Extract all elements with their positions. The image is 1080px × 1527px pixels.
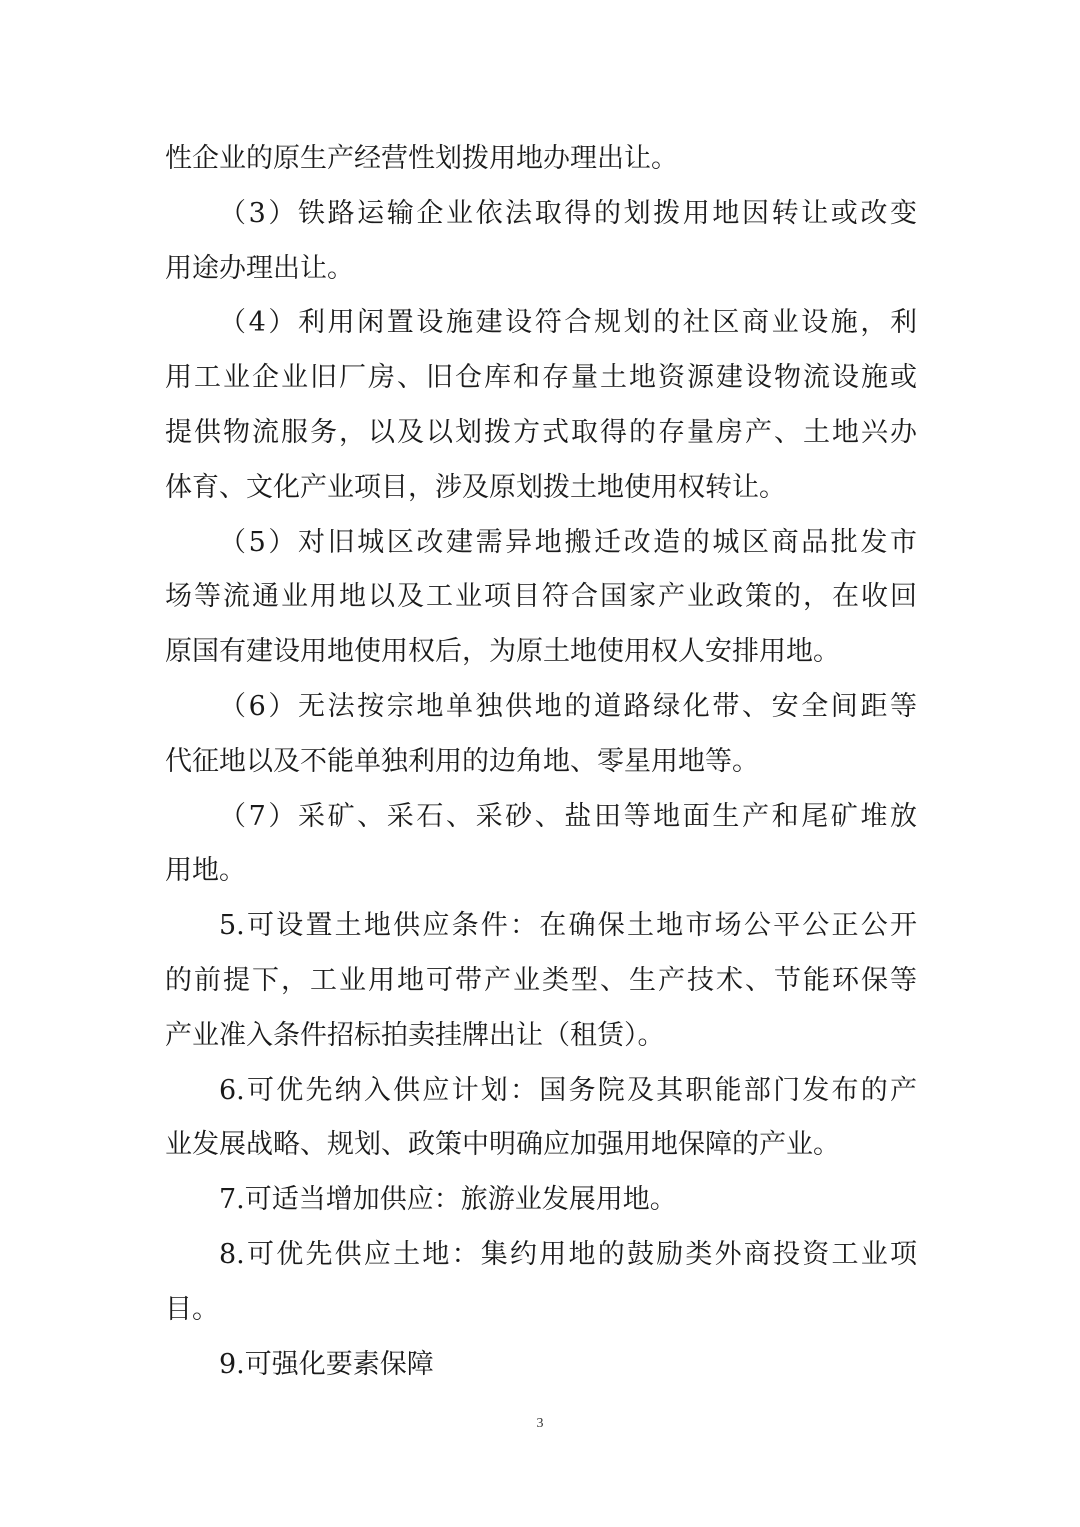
text-line: 业发展战略、规划、政策中明确应加强用地保障的产业。 [165,1129,840,1161]
body-text [165,132,917,1392]
text-line: 提供物流服务，以及以划拨方式取得的存量房产、土地兴办 [165,416,917,448]
text-line: 原国有建设用地使用权后，为原土地使用权人安排用地。 [165,636,840,668]
section-6: 6.可优先纳入供应计划：国务院及其职能部门发布的产 [219,1074,917,1106]
text-line: 用途办理出让。 [165,252,354,284]
text-line: 场等流通业用地以及工业项目符合国家产业政策的，在收回 [165,581,917,613]
section-8: 8.可优先供应土地：集约用地的鼓励类外商投资工业项 [219,1238,917,1270]
page-number: 3 [536,1416,544,1431]
list-item-4: （4）利用闲置设施建设符合规划的社区商业设施，利 [219,307,917,339]
text-line: 产业准入条件招标拍卖挂牌出让（租赁）。 [165,1019,665,1051]
text-line: 性企业的原生产经营性划拨用地办理出让。 [165,143,678,174]
section-5: 5.可设置土地供应条件：在确保土地市场公平公正公开 [219,910,917,942]
text-line: 用工业企业旧厂房、旧仓库和存量土地资源建设物流设施或 [165,362,917,394]
section-9: 9.可强化要素保障 [219,1348,434,1380]
text-line: 体育、文化产业项目，涉及原划拨土地使用权转让。 [165,471,786,503]
text-line: 用地。 [165,855,246,887]
text-line: 的前提下，工业用地可带产业类型、生产技术、节能环保等 [165,964,917,996]
list-item-5: （5）对旧城区改建需异地搬迁改造的城区商品批发市 [219,526,917,558]
list-item-6: （6）无法按宗地单独供地的道路绿化带、安全间距等 [219,690,917,722]
section-7: 7.可适当增加供应：旅游业发展用地。 [219,1184,677,1216]
text-line: 代征地以及不能单独利用的边角地、零星用地等。 [165,745,759,777]
list-item-7: （7）采矿、采石、采砂、盐田等地面生产和尾矿堆放 [219,800,917,832]
list-item-3: （3）铁路运输企业依法取得的划拨用地因转让或改变 [219,197,917,229]
text-line: 目。 [165,1293,219,1325]
